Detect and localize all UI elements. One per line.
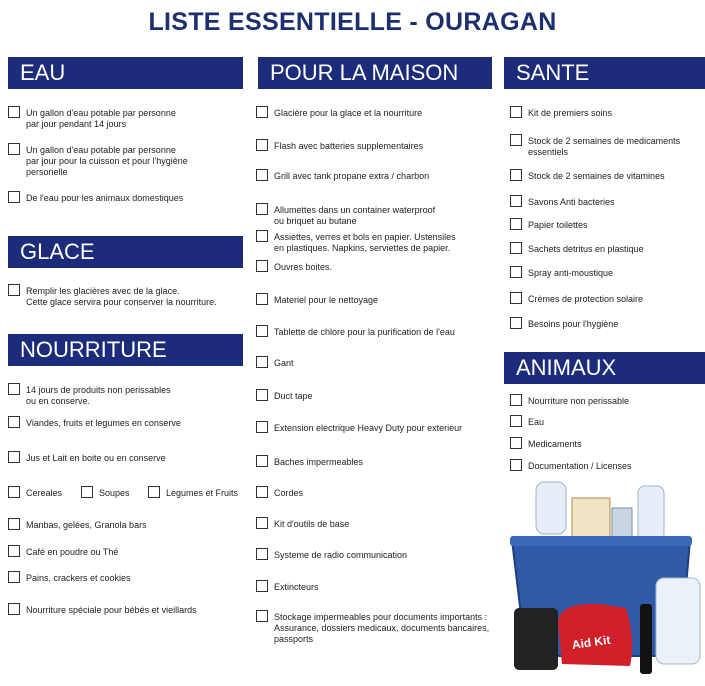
section-header-sante: SANTE <box>504 57 705 89</box>
checkbox[interactable] <box>510 242 522 254</box>
kit-label: Aid Kit <box>570 632 612 653</box>
checklist-item-label: Grill avec tank propane extra / charbon <box>274 171 430 181</box>
checkbox[interactable] <box>510 394 522 406</box>
checkbox[interactable] <box>8 451 20 463</box>
water-bottle-right <box>638 486 664 542</box>
checkbox[interactable] <box>8 518 20 530</box>
section-header-maison: POUR LA MAISON <box>258 57 492 89</box>
checklist-item-label: Cordes <box>274 488 304 498</box>
checklist-item-label: Un gallon d'eau potable par personne par jour pendant 14 jours <box>26 108 176 129</box>
snack-box <box>572 498 610 540</box>
checkbox[interactable] <box>8 191 20 203</box>
checkbox[interactable] <box>256 169 268 181</box>
checkbox[interactable] <box>510 106 522 118</box>
checklist-item-label: Kit d'outils de base <box>274 519 350 529</box>
checkbox[interactable] <box>256 421 268 433</box>
checkbox[interactable] <box>256 293 268 305</box>
checkbox[interactable] <box>256 230 268 242</box>
water-jug <box>656 578 700 664</box>
checkbox[interactable] <box>8 383 20 395</box>
checklist-item-label: Stock de 2 semaines de medicaments essentiels <box>528 136 681 157</box>
checklist-item-label: Sachets detritus en plastique <box>528 244 644 254</box>
checkbox[interactable] <box>81 486 93 498</box>
checklist-item-label: 14 jours de produits non perissables ou en conserve. <box>26 385 171 406</box>
checkbox[interactable] <box>510 437 522 449</box>
checkbox[interactable] <box>256 139 268 151</box>
checkbox[interactable] <box>256 580 268 592</box>
checkbox[interactable] <box>256 455 268 467</box>
water-bottle-left <box>536 482 566 534</box>
checkbox[interactable] <box>510 169 522 181</box>
checkbox[interactable] <box>8 545 20 557</box>
checklist-item-label: De l'eau pour les animaux domestiques <box>26 193 184 203</box>
checklist-item-label: Kit de premiers soins <box>528 108 613 118</box>
checkbox[interactable] <box>8 143 20 155</box>
checkbox[interactable] <box>8 486 20 498</box>
checklist-item-label: Jus et Lait en boite ou en conserve <box>26 453 166 463</box>
checklist-item-label: Flash avec batteries supplementaires <box>274 141 424 151</box>
checklist-item-label: Legumes et Fruits <box>166 488 239 498</box>
bin-rim <box>510 536 692 546</box>
checklist-item-label: Stock de 2 semaines de vitamines <box>528 171 665 181</box>
checklist-item-label: Systeme de radio communication <box>274 550 408 560</box>
checklist-item-label: Medicaments <box>528 439 582 449</box>
checkbox[interactable] <box>510 266 522 278</box>
checklist-item-label: Allumettes dans un container waterproof ou briquet au butane <box>274 205 436 226</box>
checkbox[interactable] <box>8 603 20 615</box>
checklist-item-label: Nourriture spéciale pour bébés et vieillards <box>26 605 197 615</box>
checkbox[interactable] <box>510 195 522 207</box>
checklist-item-label: Manbas, gelées, Granola bars <box>26 520 147 530</box>
checkbox[interactable] <box>148 486 160 498</box>
checklist-item-label: Soupes <box>99 488 130 498</box>
checklist-item-label: Stockage impermeables pour documents importants : Assurance, dossiers medicaux, documents bancaires, passports <box>274 612 490 644</box>
checkbox[interactable] <box>256 548 268 560</box>
checklist-item-label: Materiel pour le nettoyage <box>274 295 379 305</box>
checklist-item-label: Cereales <box>26 488 63 498</box>
checkbox[interactable] <box>256 517 268 529</box>
checkbox[interactable] <box>8 416 20 428</box>
checklist-item-label: Assiettes, verres et bols en papier. Ustensiles en plastiques. Napkins, serviettes de papier. <box>274 232 456 253</box>
checklist-item-label: Savons Anti bacteries <box>528 197 615 207</box>
checklist-item-label: Tablette de chlore pour la purification de l'eau <box>274 327 455 337</box>
checklist-item-label: Nourriture non perissable <box>528 396 630 406</box>
checkbox[interactable] <box>510 134 522 146</box>
checkbox[interactable] <box>510 459 522 471</box>
checklist-item-label: Baches impermeables <box>274 457 364 467</box>
section-header-animaux: ANIMAUX <box>504 352 705 384</box>
checkbox[interactable] <box>8 571 20 583</box>
checkbox[interactable] <box>510 292 522 304</box>
checklist-item-label: Viandes, fruits et legumes en conserve <box>26 418 181 428</box>
checkbox[interactable] <box>256 106 268 118</box>
checklist-item-label: Eau <box>528 417 545 427</box>
supplies-photo <box>508 480 705 686</box>
checkbox[interactable] <box>510 218 522 230</box>
checkbox[interactable] <box>256 260 268 272</box>
section-header-eau: EAU <box>8 57 243 89</box>
section-header-glace: GLACE <box>8 236 243 268</box>
checkbox[interactable] <box>510 415 522 427</box>
checklist-item-label: Ouvres boites. <box>274 262 333 272</box>
checklist-item-label: Pains, crackers et cookies <box>26 573 131 583</box>
checklist-item-label: Extension electrique Heavy Duty pour exterieur <box>274 423 463 433</box>
radio <box>514 608 558 670</box>
checklist-item-label: Papier toilettes <box>528 220 588 230</box>
checkbox[interactable] <box>8 284 20 296</box>
checklist-item-label: Gant <box>274 358 294 368</box>
page-title: LISTE ESSENTIELLE - OURAGAN <box>148 8 557 36</box>
checklist-item-label: Remplir les glacières avec de la glace. Cette glace servira pour conserver la nourriture. <box>26 286 217 307</box>
flashlight <box>640 604 652 674</box>
checklist-item-label: Glacière pour la glace et la nourriture <box>274 108 423 118</box>
checkbox[interactable] <box>256 203 268 215</box>
section-header-nourriture: NOURRITURE <box>8 334 243 366</box>
checkbox[interactable] <box>256 610 268 622</box>
checkbox[interactable] <box>256 356 268 368</box>
checklist-item-label: Duct tape <box>274 391 313 401</box>
checkbox[interactable] <box>256 389 268 401</box>
checklist-item-label: Extincteurs <box>274 582 319 592</box>
checklist-item-label: Documentation / Licenses <box>528 461 632 471</box>
checklist-item-label: Crèmes de protection solaire <box>528 294 644 304</box>
checkbox[interactable] <box>256 486 268 498</box>
checkbox[interactable] <box>256 325 268 337</box>
checkbox[interactable] <box>8 106 20 118</box>
can <box>612 508 632 538</box>
checklist-item-label: Spray anti-moustique <box>528 268 614 278</box>
checkbox[interactable] <box>510 317 522 329</box>
checklist-item-label: Besoins pour l'hygiène <box>528 319 619 329</box>
checklist-item-label: Café en poudre ou Thé <box>26 547 119 557</box>
checklist-item-label: Un gallon d'eau potable par personne par jour pour la cuisson et pour l'hygiène personelle <box>26 145 188 177</box>
